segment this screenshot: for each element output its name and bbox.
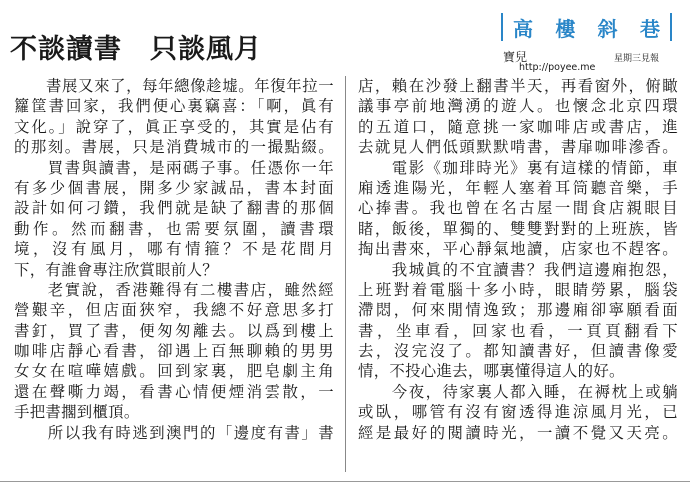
text-line: 電影《珈琲時光》裏有這樣的情節，車	[358, 158, 678, 177]
text-line: 境，沒有風月，哪有情箍？不是花間月	[14, 240, 334, 259]
article-column-right	[358, 76, 678, 443]
text-line: 有多少個書展，開多少家誠品，書本封面	[14, 178, 334, 197]
text-line: 文化。」說穿了，眞正享受的，其實是佔有	[14, 117, 334, 136]
text-line: 女女在喧嘩嬉戲。回到家裏，肥皂劇主角	[14, 362, 334, 381]
headline: 不談讀書 只談風月	[10, 34, 262, 65]
text-line: 咖啡店靜心看書，卻遇上百無聊賴的男男	[14, 342, 334, 361]
text-line: 情，不投心進去，哪裏懂得這人的好。	[358, 362, 625, 381]
text-line: 手把書擱到櫃頂。	[14, 403, 140, 422]
column-name	[513, 10, 660, 44]
publication-day: 星期三見報	[614, 54, 660, 64]
text-line: 店，賴在沙發上翻書半天，再看窗外，俯瞰	[358, 77, 678, 95]
author-name: 寶兒	[503, 50, 528, 64]
text-line: 的那刻。書展，只是消費城市的一撮點綴。	[14, 138, 334, 157]
text-line: 營艱辛，但店面狹窄，我總不好意思多打	[14, 301, 334, 320]
text-line: 買書與讀書，是兩碼子事。任憑你一年	[14, 158, 334, 177]
text-line: 書，坐車看，回家也看，一頁頁翻看下	[358, 321, 678, 340]
bottom-rule	[0, 481, 690, 482]
article-column-left	[14, 76, 334, 443]
text-line: 去，沒完沒了。都知讀書好，但讀書像愛	[358, 342, 678, 361]
author-url[interactable]: http://poyee.me	[519, 62, 596, 73]
text-line: 我城眞的不宜讀書？我們這邊廂抱怨，	[358, 260, 678, 279]
text-line: 廂透進陽光，年輕人塞着耳筒聽音樂，手	[358, 178, 678, 197]
text-line: 或臥，哪管有沒有窗透得進涼風月光，已	[358, 403, 678, 422]
column-name-char: 高	[513, 16, 533, 41]
text-line: 的五道口，隨意挑一家咖啡店或書店，進	[358, 117, 678, 136]
text-line: 上班對着電腦十多小時，眼睛勞累，腦袋	[358, 280, 678, 299]
column-name-box	[499, 10, 674, 44]
column-name-char: 斜	[597, 16, 618, 41]
column-name-char: 樓	[555, 16, 576, 41]
text-line: 還在聲嘶力竭，看書心情便煙消雲散，一	[14, 382, 334, 401]
text-line: 經是最好的閱讀時光，一讀不覺又天亮。	[358, 423, 678, 442]
text-line: 睹，飯後，單獨的、雙雙對對的上班族，皆	[358, 219, 678, 238]
text-line: 籮筐書回家，我們便心裏竊喜：「啊，眞有	[14, 97, 334, 116]
text-line: 所以我有時逃到澳門的「邊度有書」書	[14, 423, 334, 442]
text-line: 書釘，買了書，便匆匆離去。以爲到樓上	[14, 321, 334, 340]
text-line: 議事亭前地灣湧的遊人。也懷念北京四環	[358, 97, 678, 116]
text-line: 老實說，香港難得有二樓書店，雖然經	[14, 280, 334, 299]
text-line: 書展又來了，每年總像趁墟。年復年拉一	[14, 77, 334, 95]
text-line: 設計如何刁鑽，我們就是缺了翻書的那個	[14, 199, 334, 218]
column-box-left-bar	[501, 13, 503, 41]
column-box-right-bar	[670, 13, 672, 41]
text-line: 掏出書來，平心靜氣地讀，店家也不趕客。	[358, 240, 678, 259]
text-line: 去就見人們低頭默默啃書，書扉咖啡滲香。	[358, 138, 678, 157]
text-line: 今夜，待家裏人都入睡，在褥枕上或躺	[358, 382, 678, 401]
text-line: 心捧書。我也曾在名古屋一間食店親眼目	[358, 199, 678, 218]
column-name-char: 巷	[639, 16, 660, 41]
text-line: 滯悶，何來閒情逸致；那邊廂卻寧願看面	[358, 301, 678, 320]
column-divider	[345, 76, 346, 472]
text-line: 動作。然而翻書，也需要氛圍，讀書環	[14, 219, 334, 238]
text-line: 下，有誰會專注欣賞眼前人？	[14, 260, 218, 279]
